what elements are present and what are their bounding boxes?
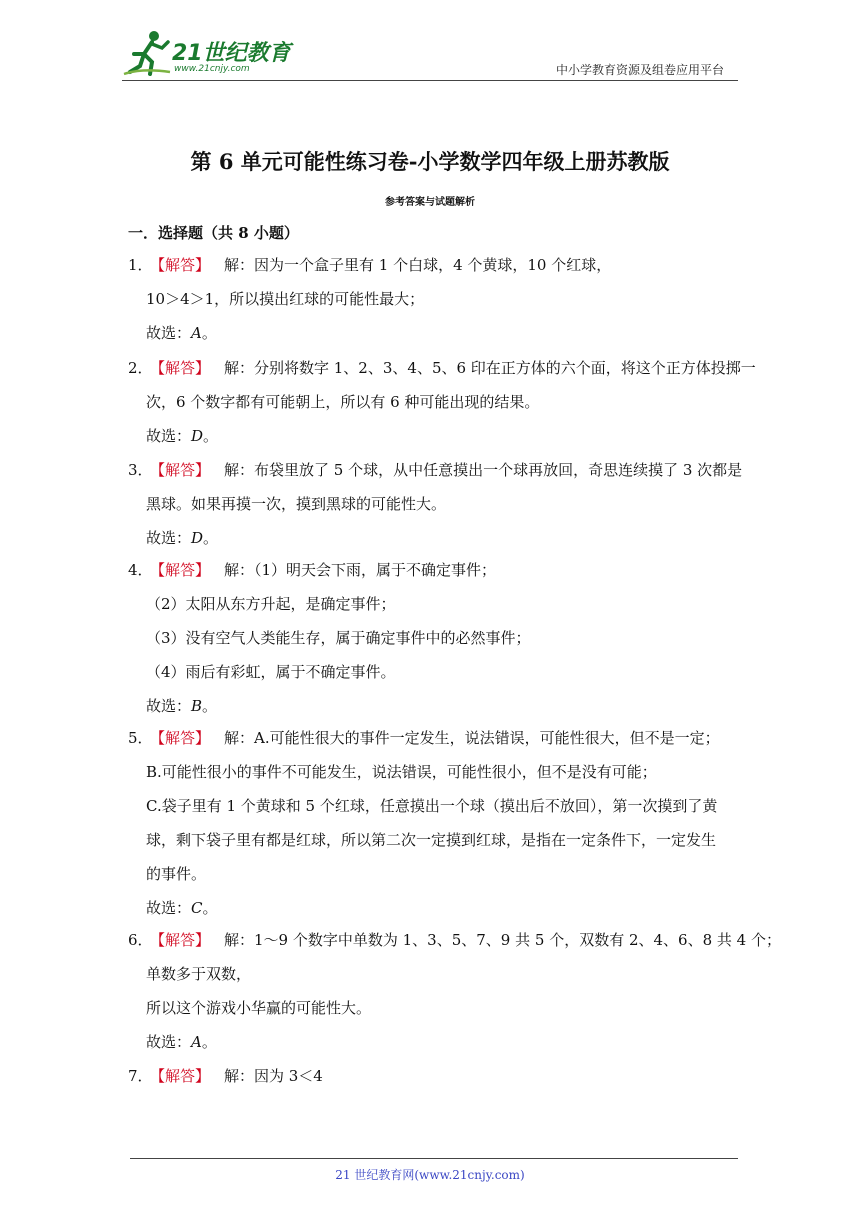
solution-line: 解：因为一个盒子里有 1 个白球，4 个黄球，10 个红球， (224, 256, 612, 274)
answer-letter: D (191, 529, 204, 547)
question-number: 5． (128, 729, 153, 747)
solution-line: B.可能性很小的事件不可能发生，说法错误，可能性很小，但不是没有可能； (146, 763, 657, 781)
solution-line: （3）没有空气人类能生存，属于确定事件中的必然事件； (146, 629, 531, 647)
answer-line: 故选：A。 (146, 324, 217, 342)
question-number: 3． (128, 461, 153, 479)
answer-tag[interactable]: 【解答】 (150, 1067, 211, 1085)
answer-line: 故选：D。 (146, 529, 219, 547)
solution-line: 的事件。 (146, 865, 207, 883)
solution-line: 球，剩下袋子里有都是红球，所以第二次一定摸到红球，是指在一定条件下，一定发生 (146, 831, 717, 849)
solution-line: 单数多于双数， (146, 965, 252, 983)
answer-tag[interactable]: 【解答】 (150, 461, 211, 479)
page-header (122, 28, 738, 80)
solution-line: 解：分别将数字 1、2、3、4、5、6 印在正方体的六个面，将这个正方体投掷一 (224, 359, 756, 377)
solution-line: （4）雨后有彩虹，属于不确定事件。 (146, 663, 396, 681)
solution-line: 解：A.可能性很大的事件一定发生，说法错误，可能性很大，但不是一定； (224, 729, 720, 747)
answer-tag[interactable]: 【解答】 (150, 561, 211, 579)
page-footer[interactable]: 21 世纪教育网(www.21cnjy.com) (335, 1168, 525, 1182)
solution-line: 所以这个游戏小华赢的可能性大。 (146, 999, 372, 1017)
section-heading: 一．选择题（共 8 小题） (128, 224, 299, 242)
solution-line: 黑球。如果再摸一次，摸到黑球的可能性大。 (146, 495, 447, 513)
page-title: 第 6 单元可能性练习卷-小学数学四年级上册苏教版 (190, 149, 670, 174)
solution-line: C.袋子里有 1 个黄球和 5 个红球，任意摸出一个球（摸出后不放回），第一次摸到了黄 (146, 797, 718, 815)
answer-line: 故选：B。 (146, 697, 218, 715)
question-number: 1． (128, 256, 153, 274)
logo-text: 21世纪教育 (172, 41, 291, 66)
solution-line: 解：（1）明天会下雨，属于不确定事件； (224, 561, 497, 579)
answer-line: 故选：A。 (146, 1033, 217, 1051)
answer-tag[interactable]: 【解答】 (150, 256, 211, 274)
site-logo[interactable] (122, 28, 292, 80)
header-tagline: 中小学教育资源及组卷应用平台 (555, 63, 724, 77)
answer-tag[interactable]: 【解答】 (150, 359, 211, 377)
answer-letter: B (191, 697, 203, 715)
solution-line: 10＞4＞1，所以摸出红球的可能性最大； (146, 290, 425, 308)
answer-tag[interactable]: 【解答】 (150, 931, 211, 949)
solution-line: （2）太阳从东方升起，是确定事件； (146, 595, 396, 613)
solution-line: 解：1～9 个数字中单数为 1、3、5、7、9 共 5 个，双数有 2、4、6、8 共 4 个； (224, 931, 781, 949)
answer-line: 故选：C。 (146, 899, 218, 917)
header-divider (122, 80, 738, 81)
answer-letter: D (191, 427, 204, 445)
answer-line: 故选：D。 (146, 427, 219, 445)
question-number: 7． (128, 1067, 153, 1085)
solution-line: 解：布袋里放了 5 个球，从中任意摸出一个球再放回，奇思连续摸了 3 次都是 (224, 461, 743, 479)
solution-line: 解：因为 3＜4 (224, 1067, 323, 1085)
answer-letter: C (191, 899, 203, 917)
question-number: 4． (128, 561, 153, 579)
answer-letter: A (191, 324, 202, 342)
question-number: 2． (128, 359, 153, 377)
logo-url: www.21cnjy.com (174, 64, 250, 74)
solution-line: 次，6 个数字都有可能朝上，所以有 6 种可能出现的结果。 (146, 393, 540, 411)
footer-divider (130, 1158, 738, 1159)
answer-tag[interactable]: 【解答】 (150, 729, 211, 747)
answer-letter: A (191, 1033, 202, 1051)
runner-icon (122, 28, 174, 78)
page-subtitle: 参考答案与试题解析 (385, 197, 475, 208)
question-number: 6． (128, 931, 153, 949)
